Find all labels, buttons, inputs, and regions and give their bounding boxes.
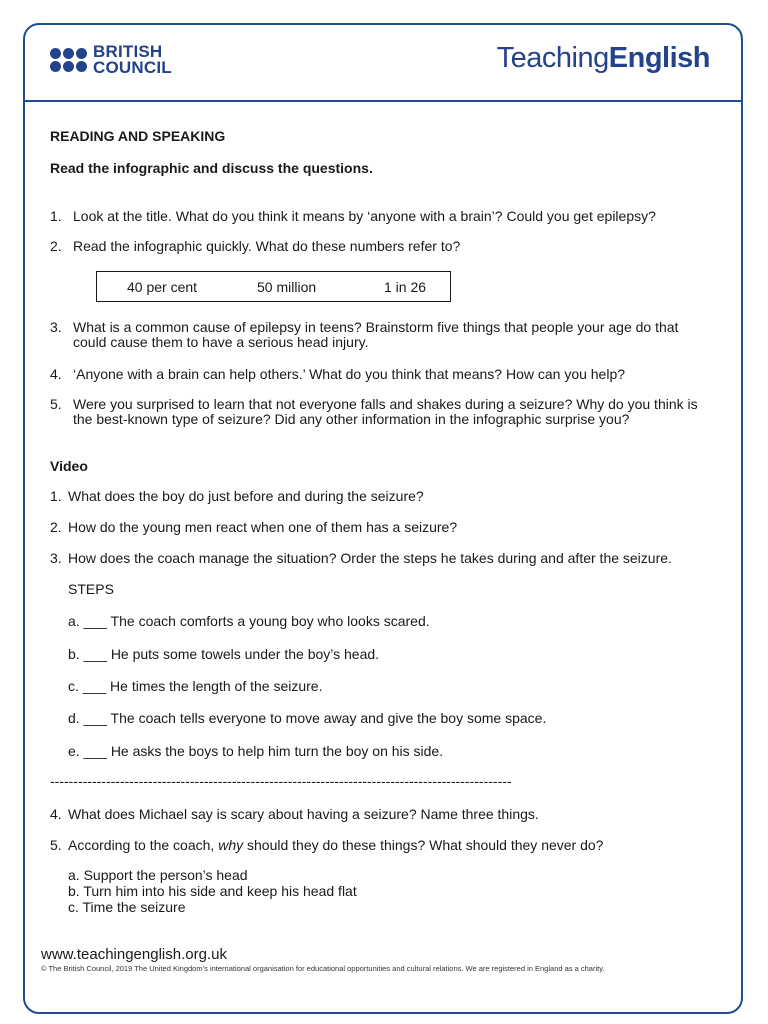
q1-text: Look at the title. What do you think it means by ‘anyone with a brain’? Could you get epilepsy? <box>73 208 656 224</box>
q3-text-line1: What is a common cause of epilepsy in teens? Brainstorm five things that people your age do that <box>73 319 679 335</box>
video-q5-text-end: should they do these things? What should they never do? <box>243 837 604 853</box>
video-q3-number: 3. <box>50 550 62 566</box>
answer-item: c. Time the seizure <box>68 899 186 915</box>
numbers-box <box>96 271 451 302</box>
video-q5-text-start: According to the coach, <box>68 837 219 853</box>
video-q4-text: What does Michael say is scary about having a seizure? Name three things. <box>68 806 539 822</box>
q4-number: 4. <box>50 366 62 382</box>
q2-number: 2. <box>50 238 62 254</box>
section-heading: READING AND SPEAKING <box>50 128 226 144</box>
video-q1-text: What does the boy do just before and during the seizure? <box>68 488 424 504</box>
q1-number: 1. <box>50 208 62 224</box>
video-q5-number: 5. <box>50 837 62 853</box>
british-council-logo <box>50 44 172 76</box>
answer-item: a. Support the person’s head <box>68 867 248 883</box>
british-council-dots-icon <box>50 48 87 72</box>
q2-text: Read the infographic quickly. What do these numbers refer to? <box>73 238 461 254</box>
number-item: 40 per cent <box>127 279 198 295</box>
number-item: 50 million <box>257 279 317 295</box>
q5-text-line2: the best-known type of seizure? Did any other information in the infographic surprise you? <box>73 411 630 427</box>
bc-logo-line1: BRITISH <box>93 42 163 61</box>
q5-number: 5. <box>50 396 62 412</box>
video-q4-number: 4. <box>50 806 62 822</box>
q3-text-line2: could cause them to have a serious head injury. <box>73 334 369 350</box>
steps-label: STEPS <box>68 581 114 597</box>
video-q2-number: 2. <box>50 519 62 535</box>
video-q2-text: How do the young men react when one of them has a seizure? <box>68 519 458 535</box>
video-q3-text: How does the coach manage the situation? Order the steps he takes during and after the seizure. <box>68 550 672 566</box>
step-item: a. ___ The coach comforts a young boy who looks scared. <box>68 613 430 629</box>
step-item: c. ___ He times the length of the seizure. <box>68 678 323 694</box>
teaching-english-logo <box>497 42 710 75</box>
answer-item: b. Turn him into his side and keep his head flat <box>68 883 357 899</box>
te-logo-part2: English <box>608 42 710 74</box>
header-divider <box>23 100 743 102</box>
step-item: e. ___ He asks the boys to help him turn the boy on his side. <box>68 743 444 759</box>
te-logo-part1: Teaching <box>496 42 609 74</box>
section-instruction: Read the infographic and discuss the questions. <box>50 160 373 176</box>
bc-logo-line2: COUNCIL <box>93 58 172 77</box>
dashed-divider: --------------------------------------------------------------------------------------------------- <box>50 773 512 789</box>
footer-copyright: © The British Council, 2019 The United Kingdom’s international organisation for educational opportunities and cultural relations. We are registered in England as a charity. <box>41 964 605 973</box>
q5-text-line1: Were you surprised to learn that not everyone falls and shakes during a seizure? Why do you think is <box>73 396 698 412</box>
step-item: d. ___ The coach tells everyone to move away and give the boy some space. <box>68 710 547 726</box>
step-item: b. ___ He puts some towels under the boy’s head. <box>68 646 380 662</box>
number-item: 1 in 26 <box>384 279 427 295</box>
footer-url-link[interactable]: www.teachingenglish.org.uk <box>41 946 227 963</box>
video-q1-number: 1. <box>50 488 62 504</box>
video-q5-emphasis: why <box>218 837 244 853</box>
q3-number: 3. <box>50 319 62 335</box>
q4-text: ‘Anyone with a brain can help others.’ What do you think that means? How can you help? <box>73 366 626 382</box>
video-heading: Video <box>50 458 88 474</box>
video-q5-text <box>68 837 603 853</box>
